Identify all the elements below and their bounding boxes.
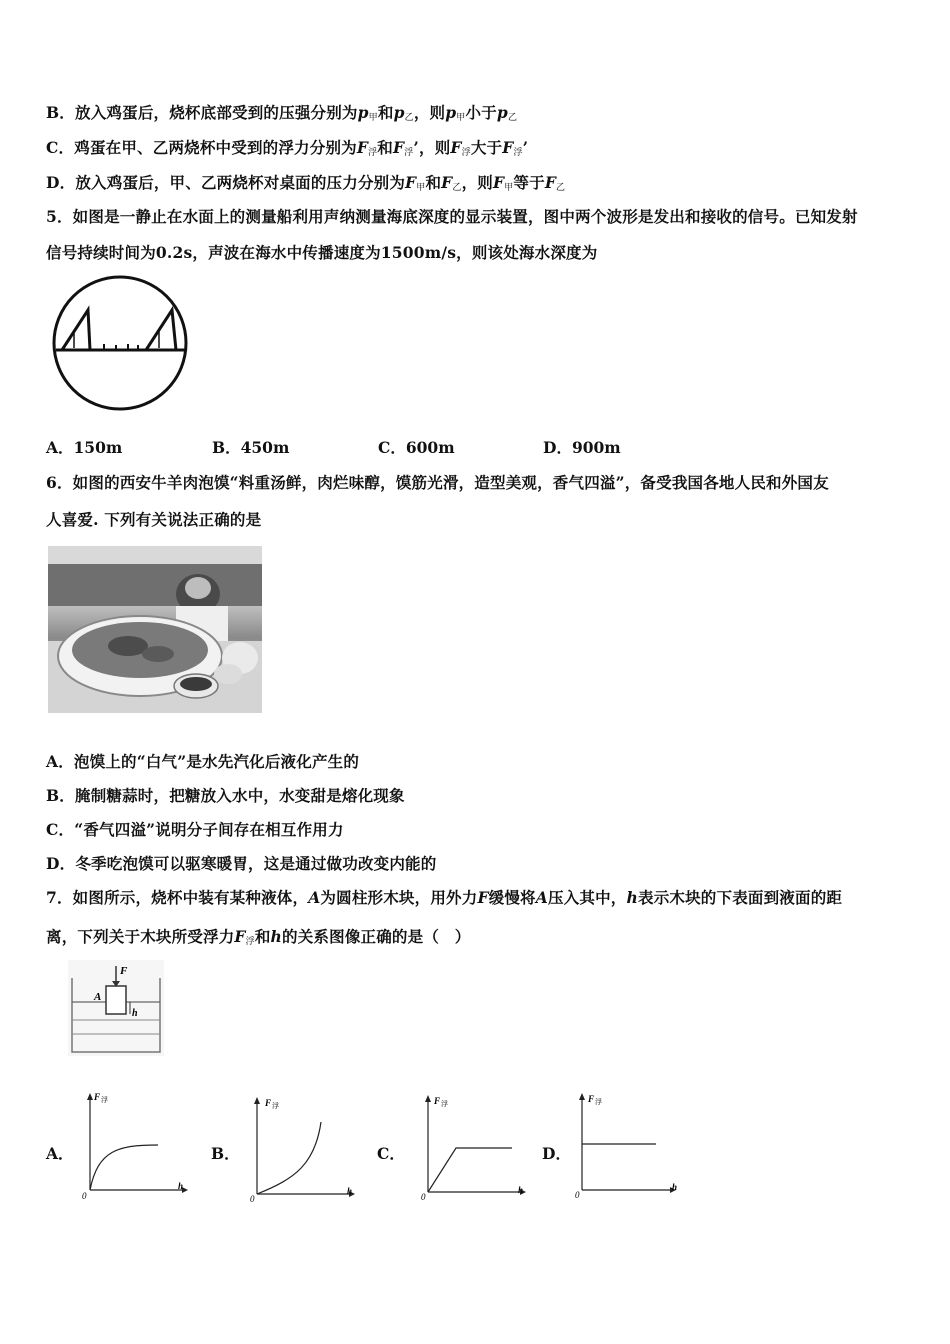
svg-text:h: h: [178, 1181, 184, 1191]
q4-option-b: B．放入鸡蛋后，烧杯底部受到的压强分别为p甲和p乙，则p甲小于p乙: [46, 103, 518, 123]
svg-text:0: 0: [250, 1194, 255, 1204]
q5-option-b: B．450m: [212, 438, 290, 457]
q5-option-c: C．600m: [378, 438, 455, 457]
graph-c: [416, 1092, 528, 1204]
svg-text:F: F: [94, 1092, 101, 1102]
sonar-display-figure: [48, 274, 194, 414]
svg-text:0: 0: [82, 1191, 87, 1201]
svg-text:F: F: [588, 1094, 595, 1104]
q5-stem-line2: 信号持续时间为0.2s，声波在海水中传播速度为1500m/s，则该处海水深度为: [46, 243, 598, 262]
q6-option-d: D．冬季吃泡馍可以驱寒暖胃，这是通过做功改变内能的: [46, 854, 437, 873]
q7-graph-label-d: D．: [542, 1144, 571, 1163]
q5-stem-line1: 5．如图是一静止在水面上的测量船利用声纳测量海底深度的显示装置，图中两个波形是发出和接收的信号。已知发射: [46, 207, 858, 226]
q5-option-a: A．150m: [46, 438, 123, 457]
graph-b: [245, 1094, 357, 1206]
svg-text:h: h: [518, 1185, 524, 1195]
beaker-figure: [68, 960, 164, 1056]
svg-text:0: 0: [575, 1190, 580, 1200]
q6-option-c: C．“香气四溢”说明分子间存在相互作用力: [46, 820, 344, 839]
svg-text:h: h: [347, 1186, 353, 1196]
beaker-label-f: F: [120, 965, 128, 977]
svg-text:0: 0: [421, 1192, 426, 1202]
graph-a: [78, 1090, 190, 1202]
svg-text:F: F: [265, 1098, 272, 1108]
q5-option-d: D．900m: [543, 438, 621, 457]
q4-option-d: D．放入鸡蛋后，甲、乙两烧杯对桌面的压力分别为F甲和F乙，则F甲等于F乙: [46, 173, 566, 193]
svg-text:h: h: [672, 1182, 678, 1192]
beaker-label-h: h: [132, 1008, 138, 1019]
q6-stem-line1: 6．如图的西安牛羊肉泡馍“料重汤鲜，肉烂味醇，馍筋光滑，造型美观，香气四溢”，备受我国各地人民和外国友: [46, 473, 829, 492]
q6-option-a: A．泡馍上的“白气”是水先汽化后液化产生的: [46, 752, 360, 771]
svg-text:浮: 浮: [101, 1096, 108, 1104]
beaker-label-a: A: [94, 991, 102, 1003]
q7-graph-label-b: B．: [211, 1144, 240, 1163]
q6-option-b: B．腌制糖蒜时，把糖放入水中，水变甜是熔化现象: [46, 786, 405, 805]
q7-stem-line2: 离，下列关于木块所受浮力F浮和h的关系图像正确的是（ ）: [46, 927, 471, 947]
svg-text:浮: 浮: [272, 1102, 279, 1110]
q7-stem-line1: 7．如图所示，烧杯中装有某种液体，A为圆柱形木块，用外力F缓慢将A压入其中，h表示木块的下表面到液面的距: [46, 888, 843, 907]
svg-text:F: F: [434, 1096, 441, 1106]
q7-graph-label-a: A．: [46, 1144, 74, 1163]
svg-text:浮: 浮: [595, 1098, 602, 1106]
paomo-photo: [48, 546, 262, 713]
q4-option-c: C．鸡蛋在甲、乙两烧杯中受到的浮力分别为F浮和F浮’，则F浮大于F浮’: [46, 138, 529, 158]
q7-graph-label-c: C．: [377, 1144, 405, 1163]
svg-text:浮: 浮: [441, 1100, 448, 1108]
graph-d: [570, 1090, 682, 1202]
q6-stem-line2: 人喜爱. 下列有关说法正确的是: [46, 510, 262, 529]
